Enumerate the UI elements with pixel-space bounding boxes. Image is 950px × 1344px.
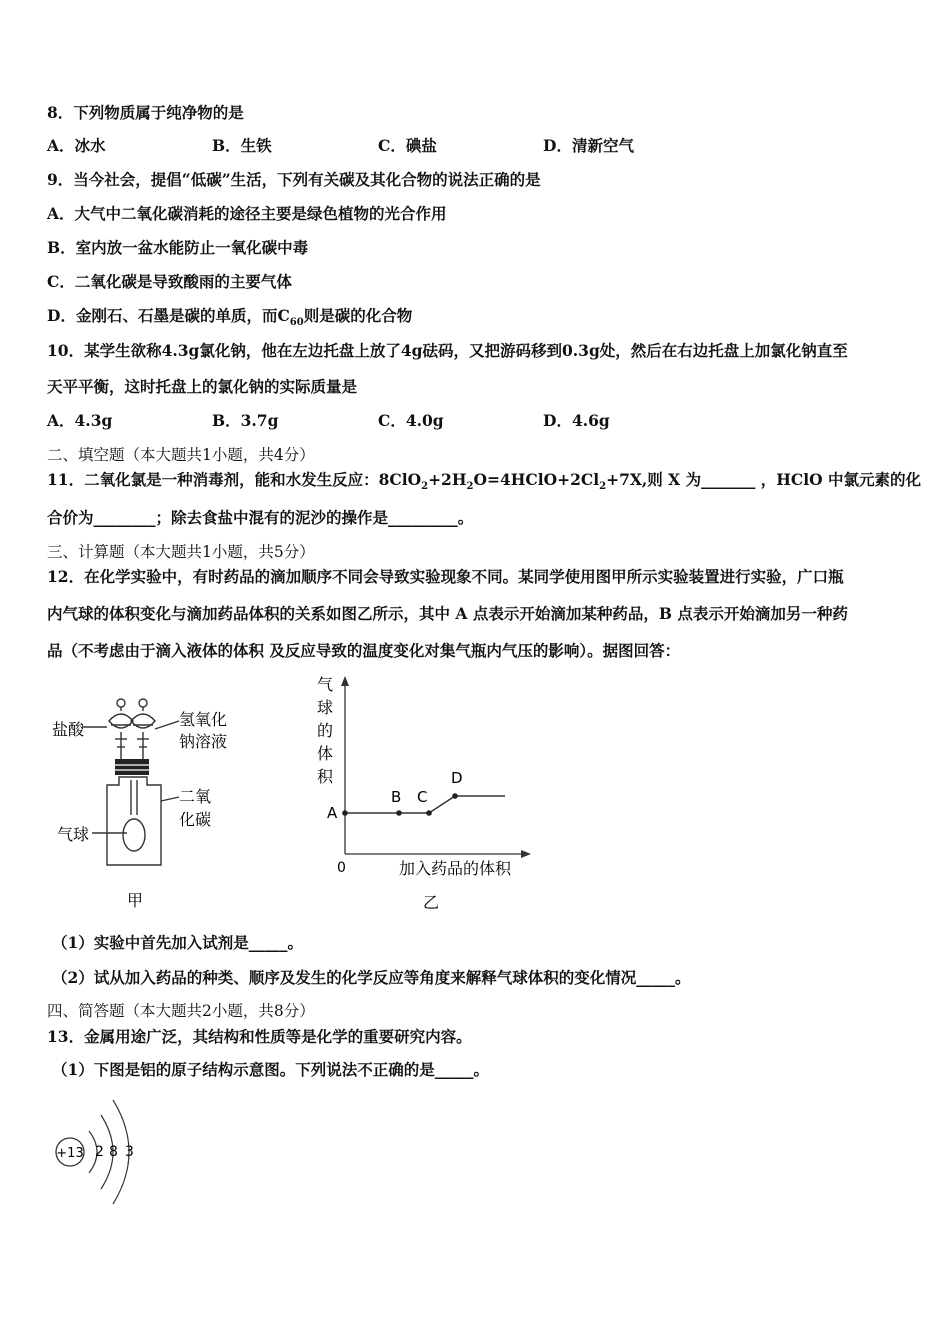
y-axis-label-char: 球	[317, 698, 334, 717]
shell-3-electrons: 3	[125, 1144, 134, 1160]
section-short-answer: 四、简答题（本大题共2小题，共8分）	[47, 1002, 315, 1020]
y-axis-label-char: 体	[317, 744, 334, 763]
point-label-d: D	[451, 769, 463, 787]
label-balloon: 气球	[57, 825, 90, 844]
shell-2-electrons: 8	[109, 1144, 118, 1160]
point-b	[396, 810, 402, 816]
point-label-c: C	[417, 788, 428, 806]
point-d	[452, 793, 458, 799]
q12-sub2: （2）试从加入药品的种类、顺序及发生的化学反应等角度来解释气球体积的变化情况_____。	[52, 968, 691, 987]
point-a	[342, 810, 348, 816]
nucleus-charge: +13	[56, 1146, 84, 1161]
q9-option-a: A．大气中二氧化碳消耗的途径主要是绿色植物的光合作用	[47, 204, 447, 223]
shell-1-electrons: 2	[95, 1144, 104, 1160]
x-axis-label: 加入药品的体积	[399, 859, 512, 878]
q8-option-a: A．冰水	[47, 136, 106, 155]
y-axis-label-char: 积	[317, 767, 334, 786]
q9-option-b: B．室内放一盆水能防止一氧化碳中毒	[47, 238, 309, 257]
q12-line2: 内气球的体积变化与滴加药品体积的关系如图乙所示，其中 A 点表示开始滴加某种药品，B 点表示开始滴加另一种药	[47, 604, 848, 623]
caption-jia: 甲	[127, 891, 144, 910]
q10-option-c: C．4.0g	[378, 411, 444, 430]
q13-sub1: （1）下图是铝的原子结构示意图。下列说法不正确的是_____。	[52, 1060, 490, 1079]
label-co2-1: 二氧	[179, 787, 212, 806]
q11-line2: 合价为________；除去食盐中混有的泥沙的操作是_________。	[47, 508, 474, 527]
point-label-a: A	[327, 804, 338, 822]
y-axis-label-char: 的	[317, 721, 334, 740]
x-axis-arrow	[521, 850, 531, 858]
q12-sub1: （1）实验中首先加入试剂是_____。	[52, 933, 304, 952]
q10-option-a: A．4.3g	[47, 411, 113, 430]
q12-line1: 12．在化学实验中，有时药品的滴加顺序不同会导致实验现象不同。某同学使用图甲所示实验装置进行实验，广口瓶	[47, 567, 844, 586]
q8-option-d: D．清新空气	[543, 136, 634, 155]
q9-option-d: D．金刚石、石墨是碳的单质，而$C_{60}$则是碳的化合物	[47, 306, 413, 329]
label-naoh-2: 钠溶液	[179, 732, 228, 751]
origin-label: 0	[337, 860, 346, 876]
q11-line1: 11．二氧化氯是一种消毒剂，能和水发生反应：$8ClO_2+2H_2O=4HClO+2Cl_2+7X$,则 X 为_______ ，HClO 中氯元素的化	[47, 470, 922, 493]
figure-volume-graph	[305, 672, 545, 917]
y-axis-label-char: 气	[317, 675, 334, 694]
q9-option-c: C．二氧化碳是导致酸雨的主要气体	[47, 272, 292, 291]
figure-apparatus	[45, 685, 255, 915]
point-label-b: B	[391, 788, 402, 806]
caption-yi: 乙	[423, 893, 440, 912]
q10-line2: 天平平衡，这时托盘上的氯化钠的实际质量是	[47, 377, 358, 396]
y-axis-arrow	[341, 676, 349, 686]
label-co2-2: 化碳	[179, 810, 212, 829]
y-axis-label	[317, 675, 334, 786]
q9-stem: 9．当今社会，提倡“低碳”生活，下列有关碳及其化合物的说法正确的是	[47, 170, 541, 189]
rubber-stopper	[115, 759, 149, 775]
label-hydrochloric-acid: 盐酸	[52, 720, 85, 739]
q13-stem: 13．金属用途广泛，其结构和性质等是化学的重要研究内容。	[47, 1027, 472, 1046]
label-naoh-1: 氢氧化	[179, 710, 228, 729]
q8-option-b: B．生铁	[212, 136, 272, 155]
q8-stem: 8．下列物质属于纯净物的是	[47, 103, 244, 122]
q10-option-d: D．4.6g	[543, 411, 610, 430]
q10-line1: 10．某学生欲称4.3g氯化钠，他在左边托盘上放了4g砝码，又把游码移到0.3g处，然后在右边托盘上加氯化钠直至	[47, 341, 848, 360]
q8-option-c: C．碘盐	[378, 136, 437, 155]
apparatus-drawing	[82, 699, 179, 865]
section-calculation: 三、计算题（本大题共1小题，共5分）	[47, 543, 315, 561]
q10-option-b: B．3.7g	[212, 411, 279, 430]
section-fill-in: 二、填空题（本大题共1小题，共4分）	[47, 446, 315, 464]
figure-aluminum-atom	[45, 1095, 165, 1210]
point-c	[426, 810, 432, 816]
q12-line3: 品（不考虑由于滴入液体的体积 及反应导致的温度变化对集气瓶内气压的影响）。据图回答：	[47, 641, 681, 660]
